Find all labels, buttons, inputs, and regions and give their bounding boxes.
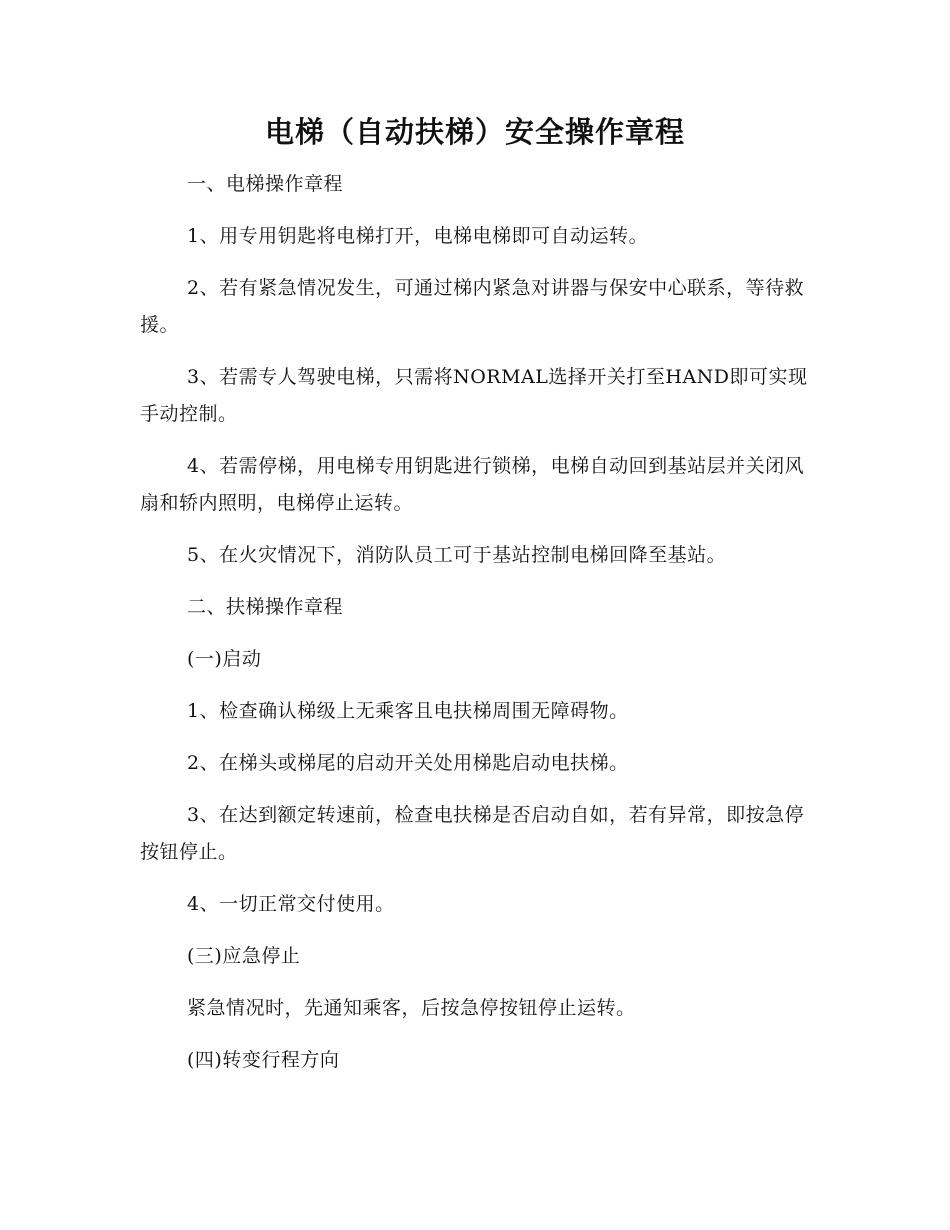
escalator-start-step-3: 3、在达到额定转速前，检查电扶梯是否启动自如，若有异常，即按急停按钮停止。 xyxy=(140,804,805,863)
elevator-step-1: 1、用专用钥匙将电梯打开，电梯电梯即可自动运转。 xyxy=(187,225,649,247)
section-heading-escalator: 二、扶梯操作章程 xyxy=(187,596,344,618)
emergency-stop-text: 紧急情况时，先通知乘客，后按急停按钮停止运转。 xyxy=(187,997,636,1019)
subsection-change-direction: (四)转变行程方向 xyxy=(187,1049,340,1071)
escalator-start-step-4: 4、一切正常交付使用。 xyxy=(187,893,395,915)
escalator-start-step-1: 1、检查确认梯级上无乘客且电扶梯周围无障碍物。 xyxy=(187,700,629,722)
document-title: 电梯（自动扶梯）安全操作章程 xyxy=(264,115,685,149)
elevator-step-4: 4、若需停梯，用电梯专用钥匙进行锁梯，电梯自动回到基站层并关闭风扇和轿内照明，电梯停止运转。 xyxy=(140,455,805,514)
subsection-emergency-stop: (三)应急停止 xyxy=(187,945,301,967)
elevator-step-2: 2、若有紧急情况发生，可通过梯内紧急对讲器与保安中心联系，等待救援。 xyxy=(140,277,805,336)
elevator-step-3: 3、若需专人驾驶电梯，只需将NORMAL选择开关打至HAND即可实现手动控制。 xyxy=(140,366,808,425)
document-body xyxy=(140,166,810,1094)
escalator-start-step-2: 2、在梯头或梯尾的启动开关处用梯匙启动电扶梯。 xyxy=(187,752,629,774)
elevator-step-5: 5、在火灾情况下，消防队员工可于基站控制电梯回降至基站。 xyxy=(187,544,727,566)
subsection-start: (一)启动 xyxy=(187,648,262,670)
section-heading-elevator: 一、电梯操作章程 xyxy=(187,173,344,195)
